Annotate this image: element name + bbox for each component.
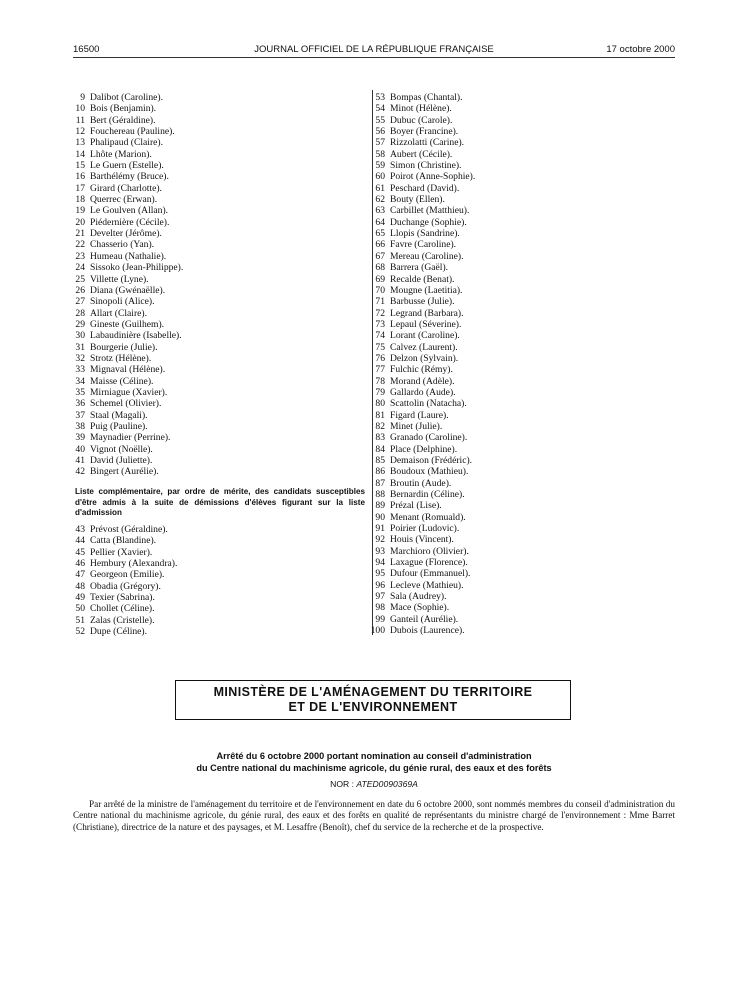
rank-number: 55 — [375, 114, 385, 126]
candidate-name: Poirier (Ludovic). — [390, 523, 460, 535]
candidate-name: Lecleve (Mathieu). — [390, 579, 464, 591]
rank-number: 69 — [375, 273, 385, 285]
rank-number: 87 — [375, 477, 385, 489]
candidate-name: Dalibot (Caroline). — [90, 92, 163, 103]
list-item — [73, 444, 183, 455]
list-item — [73, 353, 183, 364]
list-item — [368, 489, 475, 500]
list-item — [368, 308, 475, 319]
rank-number: 80 — [375, 398, 385, 410]
candidate-name: Boudoux (Mathieu). — [390, 466, 469, 478]
list-item — [368, 466, 475, 477]
ministry-line-2: ET DE L'ENVIRONNEMENT — [288, 700, 458, 714]
candidate-name: Chasserio (Yan). — [90, 239, 155, 251]
list-item — [73, 421, 183, 432]
list-item — [368, 330, 475, 341]
rank-number: 81 — [375, 409, 385, 421]
rank-number: 57 — [375, 137, 385, 149]
rank-number: 64 — [375, 216, 385, 228]
rank-number: 34 — [75, 375, 85, 387]
list-item — [368, 205, 475, 216]
list-item — [368, 262, 475, 273]
list-item — [368, 444, 475, 455]
rank-number: 26 — [75, 284, 85, 296]
rank-number: 74 — [375, 330, 385, 342]
candidate-name: Minet (Julie). — [390, 420, 443, 432]
candidate-name: Girard (Charlotte). — [90, 182, 162, 194]
candidate-name: Vignot (Noëlle). — [90, 443, 153, 455]
list-item — [73, 410, 183, 421]
rank-number: 30 — [75, 330, 85, 342]
rank-number: 14 — [75, 148, 85, 160]
candidate-name: Diana (Gwénaëlle). — [90, 284, 166, 296]
list-item — [73, 171, 183, 182]
rank-number: 40 — [75, 443, 85, 455]
list-item — [73, 126, 183, 137]
arrete-body: Par arrêté de la ministre de l'aménagement du territoire et de l'environnement en date du 6 octobre 2000, sont nommés membres du conseil d'administration du Centre national du machinisme agricole, du génie rural, des eaux et des forêts en qualité de représentants du ministre chargé de l'environnement : Mme Barret (Christiane), directrice de la nature et des paysages, et M. Lesaffre (Benoît), chef du service de la recherche et de la prospective. — [73, 799, 675, 832]
candidate-name: Rizzolatti (Carine). — [390, 137, 465, 149]
header-rule — [73, 57, 675, 58]
rank-number: 94 — [375, 557, 385, 569]
list-item — [73, 615, 177, 626]
candidate-name: Schemel (Olivier). — [90, 398, 162, 410]
candidate-name: Villette (Lyne). — [90, 273, 149, 285]
rank-number: 31 — [75, 341, 85, 353]
candidate-name: Gallardo (Aude). — [390, 386, 456, 398]
candidate-name: Scattolin (Natacha). — [390, 398, 467, 410]
list-item — [368, 353, 475, 364]
rank-number: 90 — [375, 511, 385, 523]
candidate-name: Le Goulven (Allan). — [90, 205, 169, 217]
candidate-name: Pellier (Xavier). — [90, 546, 153, 558]
list-item — [368, 171, 475, 182]
rank-number: 46 — [75, 558, 85, 570]
rank-number: 45 — [75, 546, 85, 558]
list-item — [73, 603, 177, 614]
list-item — [368, 523, 475, 534]
list-item — [368, 342, 475, 353]
list-item — [73, 569, 177, 580]
rank-number: 91 — [375, 523, 385, 535]
rank-number: 67 — [375, 250, 385, 262]
rank-number: 25 — [75, 273, 85, 285]
rank-number: 9 — [80, 92, 85, 103]
candidate-name: Allart (Claire). — [90, 307, 148, 319]
rank-number: 23 — [75, 250, 85, 262]
list-item — [73, 626, 177, 637]
rank-number: 75 — [375, 341, 385, 353]
candidate-name: Calvez (Laurent). — [390, 341, 458, 353]
rank-number: 93 — [375, 545, 385, 557]
list-item — [73, 262, 183, 273]
list-item — [368, 421, 475, 432]
candidate-name: Mace (Sophie). — [390, 602, 450, 614]
candidate-name: Broutin (Aude). — [390, 477, 452, 489]
list-item — [368, 512, 475, 523]
candidate-name: Bingert (Aurélie). — [90, 466, 159, 478]
journal-title: JOURNAL OFFICIEL DE LA RÉPUBLIQUE FRANÇAISE — [254, 44, 494, 55]
candidate-name: Piédernière (Cécile). — [90, 216, 170, 228]
rank-number: 79 — [375, 386, 385, 398]
candidate-name: Bompas (Chantal). — [390, 92, 463, 103]
rank-number: 95 — [375, 568, 385, 580]
rank-number: 92 — [375, 534, 385, 546]
nor-code: ATED0090369A — [356, 779, 418, 789]
candidate-name: Sala (Audrey). — [390, 591, 447, 603]
rank-number: 68 — [375, 262, 385, 274]
candidate-name: Bourgerie (Julie). — [90, 341, 158, 353]
candidate-name: Barthélémy (Bruce). — [90, 171, 169, 183]
candidate-name: Humeau (Nathalie). — [90, 250, 167, 262]
list-item — [73, 239, 183, 250]
list-item — [368, 455, 475, 466]
rank-number: 39 — [75, 432, 85, 444]
list-item — [368, 364, 475, 375]
list-item — [368, 557, 475, 568]
list-item — [73, 592, 177, 603]
candidate-name: Dubois (Laurence). — [390, 625, 465, 637]
rank-number: 47 — [75, 569, 85, 581]
candidate-name: Simon (Christine). — [390, 160, 462, 172]
list-item — [73, 137, 183, 148]
rank-number: 36 — [75, 398, 85, 410]
rank-number: 42 — [75, 466, 85, 478]
list-item — [73, 319, 183, 330]
rank-number: 96 — [375, 579, 385, 591]
list-item — [368, 625, 475, 636]
list-item — [368, 591, 475, 602]
candidate-name: Favre (Caroline). — [390, 239, 457, 251]
rank-number: 56 — [375, 126, 385, 138]
complementary-list — [73, 524, 177, 637]
rank-number: 19 — [75, 205, 85, 217]
rank-number: 97 — [375, 591, 385, 603]
list-item — [368, 296, 475, 307]
rank-number: 27 — [75, 296, 85, 308]
rank-number: 24 — [75, 262, 85, 274]
candidate-name: David (Juliette). — [90, 455, 153, 466]
candidate-name: Mirniague (Xavier). — [90, 386, 168, 398]
list-item — [73, 558, 177, 569]
candidate-name: Menant (Romuald). — [390, 511, 466, 523]
rank-number: 11 — [75, 114, 85, 126]
candidate-name: Barrera (Gaël). — [390, 262, 449, 274]
candidate-name: Obadia (Grégory). — [90, 580, 161, 592]
rank-number: 16 — [75, 171, 85, 183]
rank-number: 43 — [75, 524, 85, 535]
nor-reference — [73, 779, 675, 789]
rank-number: 59 — [375, 160, 385, 172]
candidate-name: Mougne (Laetitia). — [390, 284, 463, 296]
rank-number: 77 — [375, 364, 385, 376]
rank-number: 63 — [375, 205, 385, 217]
list-item — [368, 251, 475, 262]
candidate-name: Le Guern (Estelle). — [90, 160, 164, 172]
list-item — [73, 547, 177, 558]
candidate-name: Demaison (Frédéric). — [390, 455, 473, 466]
candidate-name: Hembury (Alexandra). — [90, 558, 178, 570]
rank-number: 41 — [75, 455, 85, 466]
candidate-name: Fouchereau (Pauline). — [90, 126, 175, 138]
list-item — [368, 115, 475, 126]
list-item — [73, 455, 183, 466]
candidate-name: Ganteil (Aurélie). — [390, 613, 459, 625]
candidate-name: Legrand (Barbara). — [390, 307, 464, 319]
candidate-name: Maisse (Céline). — [90, 375, 154, 387]
candidate-name: Recalde (Benat). — [390, 273, 455, 285]
candidate-name: Figard (Laure). — [390, 409, 449, 421]
candidate-name: Carbillet (Matthieu). — [390, 205, 470, 217]
rank-number: 51 — [75, 614, 85, 626]
arrete-title-line-2: du Centre national du machinisme agricole, du génie rural, des eaux et des forêts — [196, 763, 552, 773]
list-item — [73, 342, 183, 353]
rank-number: 70 — [375, 284, 385, 296]
ministry-line-1: MINISTÈRE DE L'AMÉNAGEMENT DU TERRITOIRE — [213, 685, 533, 699]
rank-number: 89 — [375, 500, 385, 512]
rank-number: 17 — [75, 182, 85, 194]
list-item — [73, 205, 183, 216]
list-item — [73, 115, 183, 126]
rank-number: 13 — [75, 137, 85, 149]
list-item — [73, 398, 183, 409]
candidate-name: Delzon (Sylvain). — [390, 352, 459, 364]
candidate-name: Dubuc (Carole). — [390, 114, 453, 126]
rank-number: 12 — [75, 126, 85, 138]
candidate-name: Fulchic (Rémy). — [390, 364, 453, 376]
rank-number: 53 — [375, 92, 385, 103]
candidate-name: Gineste (Guilhem). — [90, 318, 165, 330]
rank-number: 99 — [375, 613, 385, 625]
list-item — [73, 432, 183, 443]
rank-number: 61 — [375, 182, 385, 194]
arrete-title — [73, 750, 675, 774]
list-item — [73, 103, 183, 114]
rank-number: 85 — [375, 455, 385, 466]
list-item — [73, 330, 183, 341]
candidate-name: Catta (Blandine). — [90, 535, 157, 547]
rank-number: 20 — [75, 216, 85, 228]
candidate-name: Sinopoli (Alice). — [90, 296, 155, 308]
candidate-name: Mereau (Caroline). — [390, 250, 464, 262]
list-item — [73, 251, 183, 262]
list-item — [368, 534, 475, 545]
rank-number: 15 — [75, 160, 85, 172]
list-item — [368, 137, 475, 148]
rank-number: 86 — [375, 466, 385, 478]
rank-number: 66 — [375, 239, 385, 251]
list-item — [368, 398, 475, 409]
candidate-name: Bois (Benjamin). — [90, 103, 157, 115]
list-item — [368, 319, 475, 330]
candidate-name: Chollet (Céline). — [90, 603, 155, 615]
nor-label: NOR : — [330, 779, 354, 789]
arrete-title-line-1: Arrêté du 6 octobre 2000 portant nomination au conseil d'administration — [216, 751, 532, 761]
candidate-name: Laxague (Florence). — [390, 557, 468, 569]
list-item — [73, 535, 177, 546]
candidate-name: Poirot (Anne-Sophie). — [390, 171, 476, 183]
list-item — [368, 126, 475, 137]
list-item — [368, 194, 475, 205]
candidate-name: Develter (Jérôme). — [90, 228, 162, 240]
list-item — [368, 568, 475, 579]
list-item — [368, 478, 475, 489]
list-item — [368, 614, 475, 625]
rank-number: 60 — [375, 171, 385, 183]
ministry-box — [175, 680, 571, 720]
candidate-name: Labaudinière (Isabelle). — [90, 330, 182, 342]
candidate-name: Barbusse (Julie). — [390, 296, 455, 308]
candidate-name: Boyer (Francine). — [390, 126, 459, 138]
list-item — [368, 217, 475, 228]
list-item — [368, 387, 475, 398]
rank-number: 21 — [75, 228, 85, 240]
rank-number: 28 — [75, 307, 85, 319]
candidate-name: Maynadier (Perrine). — [90, 432, 171, 444]
candidate-name: Aubert (Cécile). — [390, 148, 453, 160]
list-item — [368, 160, 475, 171]
rank-number: 32 — [75, 352, 85, 364]
list-item — [73, 364, 183, 375]
candidate-name: Prézal (Lise). — [390, 500, 442, 512]
rank-number: 58 — [375, 148, 385, 160]
list-item — [73, 217, 183, 228]
rank-number: 18 — [75, 194, 85, 206]
list-item — [73, 581, 177, 592]
list-item — [73, 466, 183, 477]
rank-number: 82 — [375, 420, 385, 432]
candidate-name: Houis (Vincent). — [390, 534, 454, 546]
candidate-name: Dufour (Emmanuel). — [390, 568, 471, 580]
candidate-name: Zalas (Cristelle). — [90, 614, 155, 626]
list-item — [368, 103, 475, 114]
rank-number: 37 — [75, 409, 85, 421]
complementary-list-heading: Liste complémentaire, par ordre de mérite, des candidats susceptibles d'être admis à la suite de démissions d'élèves figurant sur la liste d'admission — [75, 487, 365, 517]
page-number: 16500 — [73, 44, 100, 55]
list-item — [368, 228, 475, 239]
rank-number: 88 — [375, 489, 385, 501]
list-item — [368, 239, 475, 250]
candidate-name: Place (Delphine). — [390, 443, 458, 455]
candidate-name: Prévost (Géraldine). — [90, 524, 168, 535]
candidate-name: Bouty (Ellen). — [390, 194, 445, 206]
candidate-name: Phalipaud (Claire). — [90, 137, 163, 149]
admission-list-left — [73, 92, 183, 478]
rank-number: 10 — [75, 103, 85, 115]
candidate-name: Puig (Pauline). — [90, 420, 148, 432]
candidate-name: Bernardin (Céline). — [390, 489, 465, 501]
rank-number: 78 — [375, 375, 385, 387]
list-item — [73, 160, 183, 171]
rank-number: 38 — [75, 420, 85, 432]
candidate-name: Marchioro (Olivier). — [390, 545, 469, 557]
rank-number: 71 — [375, 296, 385, 308]
candidate-name: Llopis (Sandrine). — [390, 228, 460, 240]
rank-number: 44 — [75, 535, 85, 547]
rank-number: 65 — [375, 228, 385, 240]
list-item — [368, 376, 475, 387]
candidate-name: Morand (Adèle). — [390, 375, 455, 387]
candidate-name: Dupe (Céline). — [90, 626, 148, 638]
candidate-name: Strotz (Hélène). — [90, 352, 152, 364]
issue-date: 17 octobre 2000 — [606, 44, 675, 55]
candidate-name: Granado (Caroline). — [390, 432, 468, 444]
list-item — [73, 387, 183, 398]
candidate-name: Sissoko (Jean-Philippe). — [90, 262, 184, 274]
rank-number: 98 — [375, 602, 385, 614]
candidate-name: Georgeon (Emilie). — [90, 569, 165, 581]
rank-number: 29 — [75, 318, 85, 330]
candidate-name: Lepaul (Séverine). — [390, 318, 462, 330]
list-item — [73, 274, 183, 285]
candidate-name: Lorant (Caroline). — [390, 330, 460, 342]
candidate-name: Peschard (David). — [390, 182, 460, 194]
rank-number: 33 — [75, 364, 85, 376]
list-item — [368, 580, 475, 591]
list-item — [73, 308, 183, 319]
list-item — [368, 410, 475, 421]
list-item — [368, 274, 475, 285]
rank-number: 100 — [370, 625, 385, 637]
list-item — [368, 500, 475, 511]
rank-number: 22 — [75, 239, 85, 251]
candidate-name: Minot (Hélène). — [390, 103, 452, 115]
rank-number: 62 — [375, 194, 385, 206]
candidate-name: Lhôte (Marion). — [90, 148, 152, 160]
list-item — [73, 285, 183, 296]
rank-number: 76 — [375, 352, 385, 364]
rank-number: 52 — [75, 626, 85, 638]
page-header — [73, 44, 675, 56]
list-item — [73, 194, 183, 205]
list-item — [368, 92, 475, 103]
rank-number: 83 — [375, 432, 385, 444]
list-item — [368, 285, 475, 296]
rank-number: 49 — [75, 592, 85, 604]
list-item — [368, 432, 475, 443]
rank-number: 72 — [375, 307, 385, 319]
rank-number: 50 — [75, 603, 85, 615]
candidate-name: Texier (Sabrina). — [90, 592, 155, 604]
rank-number: 84 — [375, 443, 385, 455]
list-item — [73, 183, 183, 194]
candidate-name: Querrec (Erwan). — [90, 194, 158, 206]
list-item — [368, 183, 475, 194]
list-item — [73, 376, 183, 387]
list-item — [368, 546, 475, 557]
candidate-name: Mignaval (Hélène). — [90, 364, 166, 376]
list-item — [73, 149, 183, 160]
rank-number: 35 — [75, 386, 85, 398]
rank-number: 73 — [375, 318, 385, 330]
list-item — [73, 92, 183, 103]
candidate-name: Staal (Magali). — [90, 409, 148, 421]
list-item — [368, 602, 475, 613]
list-item — [73, 524, 177, 535]
candidate-name: Bert (Géraldine). — [90, 114, 156, 126]
candidate-name: Duchange (Sophie). — [390, 216, 467, 228]
rank-number: 54 — [375, 103, 385, 115]
list-item — [73, 296, 183, 307]
rank-number: 48 — [75, 580, 85, 592]
list-item — [368, 149, 475, 160]
admission-list-right — [368, 92, 475, 637]
list-item — [73, 228, 183, 239]
